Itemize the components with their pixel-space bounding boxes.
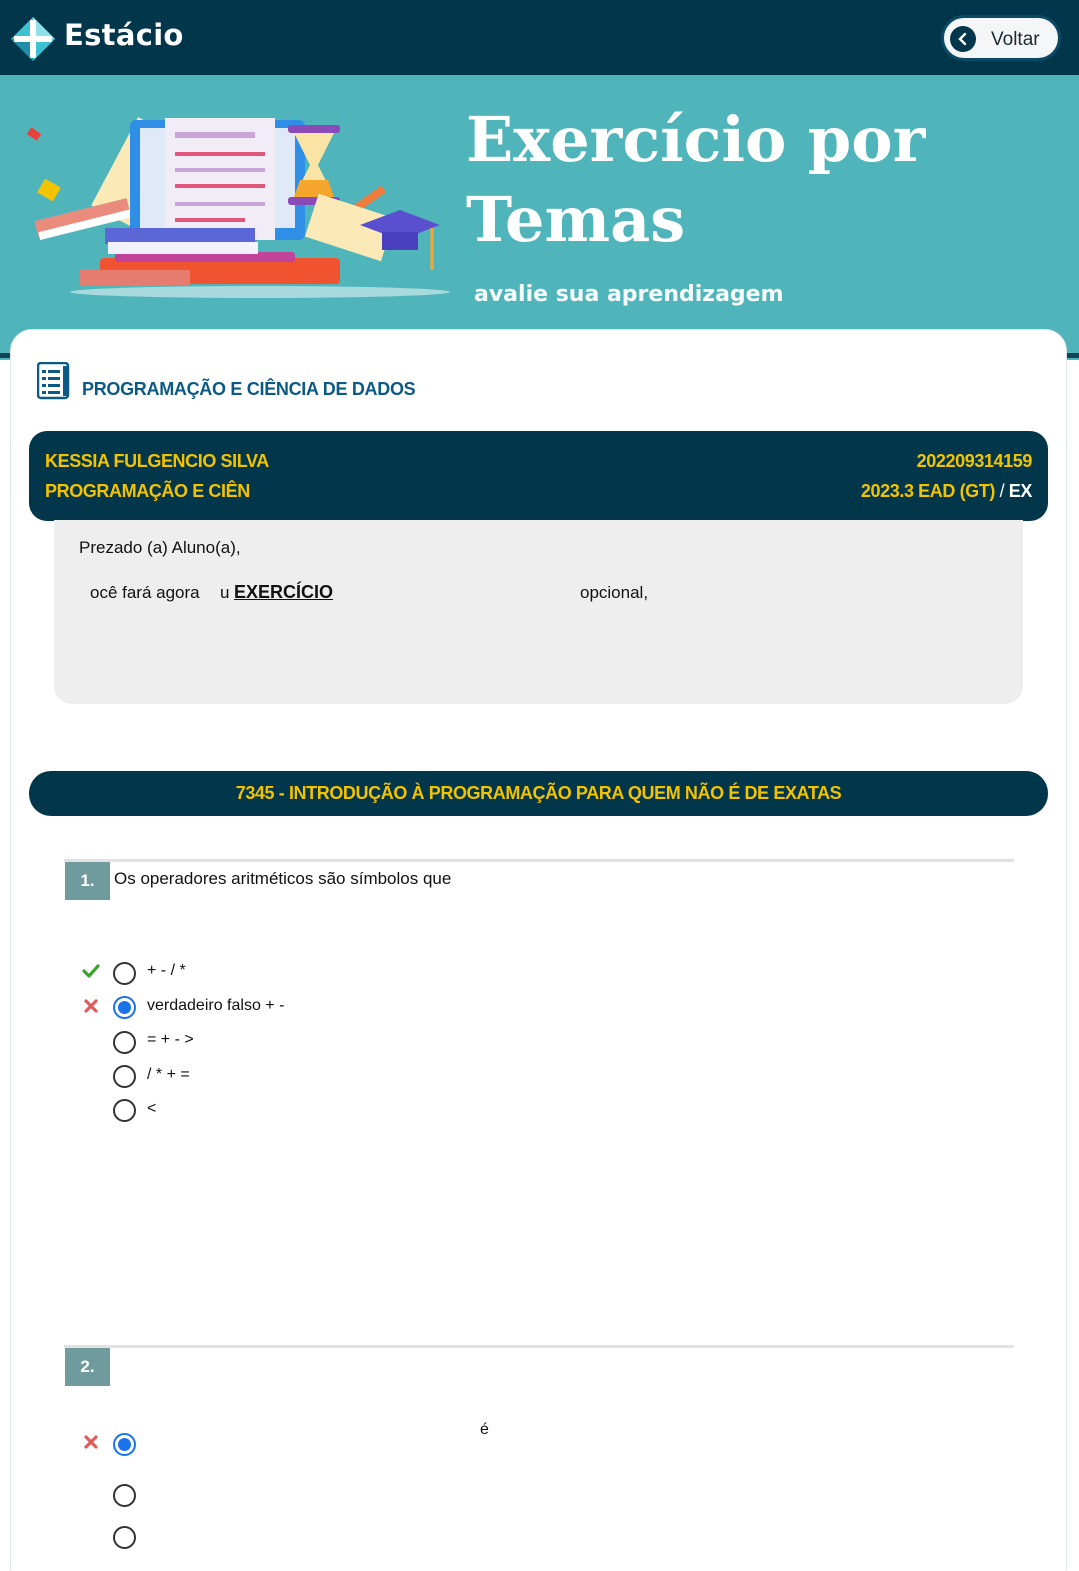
question-number-badge: 1. xyxy=(65,862,110,900)
answer-radio[interactable] xyxy=(113,1099,136,1122)
answer-option-label: / * + = xyxy=(147,1066,190,1083)
student-course: PROGRAMAÇÃO E CIÊN xyxy=(45,481,250,501)
question-number-badge: 2. xyxy=(65,1348,110,1386)
answer-radio[interactable] xyxy=(113,1526,136,1549)
brand-name: Estácio xyxy=(64,18,184,52)
term-separator: / xyxy=(999,481,1005,501)
estacio-logo-icon xyxy=(10,16,56,62)
back-button[interactable] xyxy=(941,15,1061,61)
chevron-left-icon xyxy=(950,26,976,52)
student-info-bar xyxy=(29,431,1048,521)
study-illustration-icon xyxy=(20,110,450,310)
answer-option-label: + - / * xyxy=(147,962,186,979)
answer-radio[interactable] xyxy=(113,1065,136,1088)
intro-exercise-word: EXERCÍCIO xyxy=(234,582,334,602)
student-term-line xyxy=(861,481,1032,502)
intro-fragment-2: u xyxy=(220,583,230,602)
top-bar xyxy=(0,0,1079,75)
correct-check-icon xyxy=(82,963,100,979)
student-name: KESSIA FULGENCIO SILVA xyxy=(45,451,269,471)
answer-radio[interactable] xyxy=(113,1484,136,1507)
answer-radio[interactable] xyxy=(113,1031,136,1054)
back-button-label: Voltar xyxy=(991,29,1040,50)
discipline-title: 7345 - INTRODUÇÃO À PROGRAMAÇÃO PARA QUEM NÃO É DE EXATAS xyxy=(235,783,842,803)
course-title: PROGRAMAÇÃO E CIÊNCIA DE DADOS xyxy=(82,379,416,399)
intro-fragment-3: opcional, xyxy=(580,583,649,602)
student-id: 202209314159 xyxy=(916,451,1032,471)
answer-radio-selected[interactable] xyxy=(113,1433,136,1456)
page-subtitle: avalie sua aprendizagem xyxy=(474,282,784,307)
wrong-cross-icon xyxy=(82,998,100,1014)
answer-option-label: verdadeiro falso + - xyxy=(147,997,285,1014)
question-fragment: é xyxy=(480,1421,489,1438)
question-divider xyxy=(64,859,1014,862)
intro-fragment-1: ocê fará agora xyxy=(90,583,200,602)
question-divider xyxy=(64,1345,1014,1348)
page-title: Exercício por Temas xyxy=(466,103,926,256)
question-text: Os operadores aritméticos são símbolos que xyxy=(114,869,452,888)
wrong-cross-icon xyxy=(82,1434,100,1450)
activity-type: EX xyxy=(1008,481,1032,501)
intro-greeting: Prezado (a) Aluno(a), xyxy=(79,538,241,557)
answer-option-label: < xyxy=(147,1100,157,1117)
student-term: 2023.3 EAD (GT) xyxy=(860,481,995,501)
intro-box xyxy=(54,520,1023,704)
document-list-icon xyxy=(37,362,71,400)
discipline-bar xyxy=(29,771,1048,816)
answer-radio-selected[interactable] xyxy=(113,996,136,1019)
answer-radio[interactable] xyxy=(113,962,136,985)
answer-option-label: = + - > xyxy=(147,1031,194,1048)
